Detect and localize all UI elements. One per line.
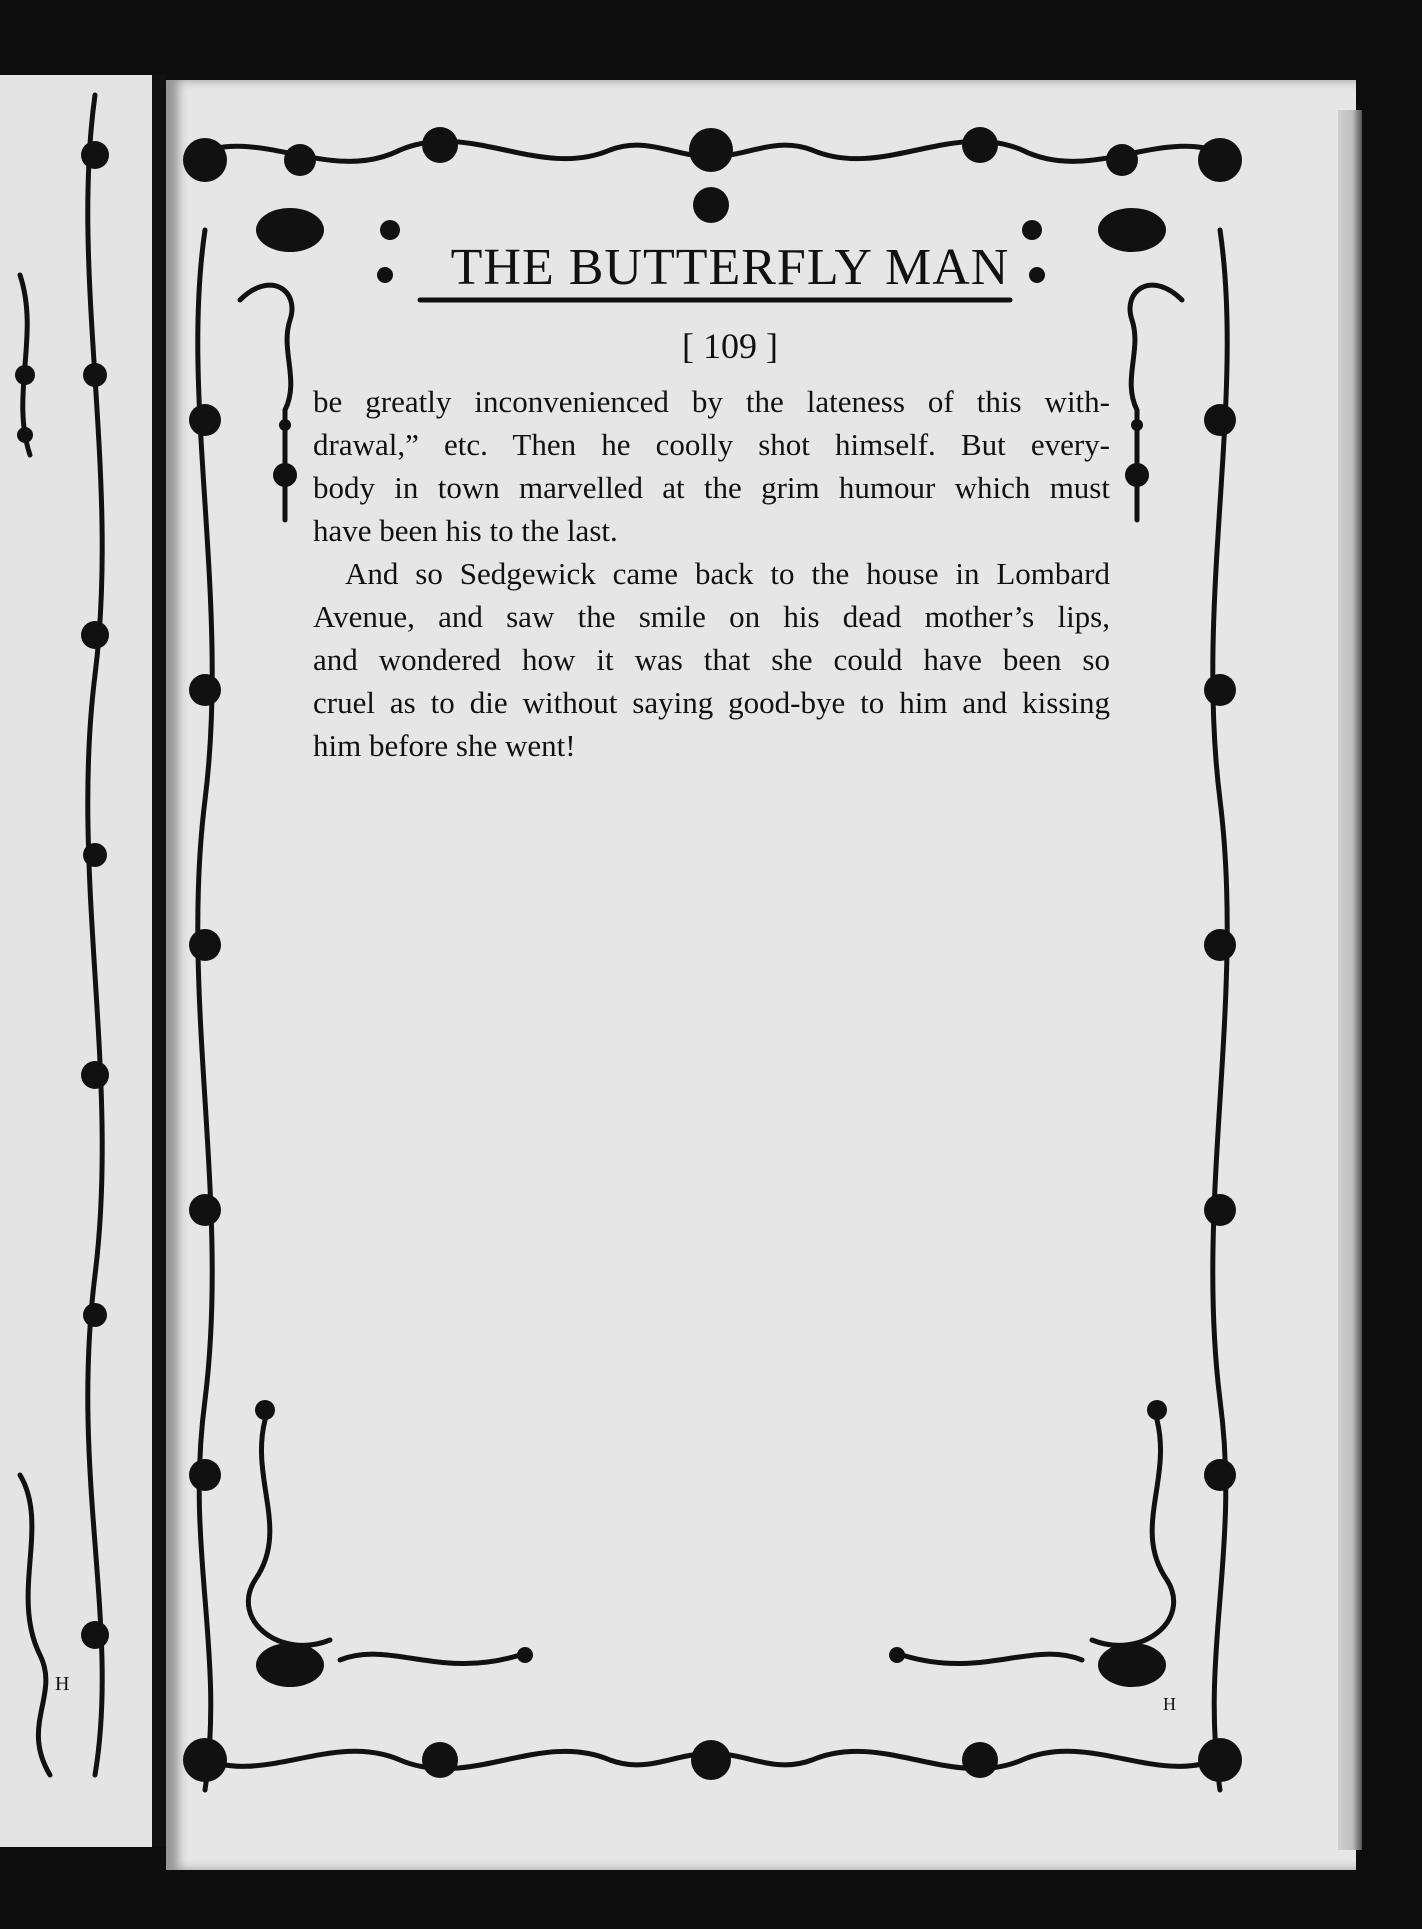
paragraph-2 bbox=[313, 552, 1110, 767]
running-head: THE BUTTERFLY MAN bbox=[450, 239, 1010, 296]
text-line: be greatly inconvenienced by the lateness of this with- bbox=[313, 384, 1110, 419]
text-line: and wondered how it was that she could have been so bbox=[313, 642, 1110, 677]
text-line: drawal,” etc. Then he coolly shot himself. But every- bbox=[313, 427, 1110, 462]
previous-page-monogram: H bbox=[55, 1673, 70, 1695]
text-line: have been his to the last. bbox=[313, 513, 618, 548]
text-line: Avenue, and saw the smile on his dead mother’s lips, bbox=[313, 599, 1110, 634]
border-monogram: H bbox=[1163, 1694, 1176, 1714]
text-line: And so Sedgewick came back to the house in Lombard bbox=[345, 556, 1110, 591]
page-body bbox=[313, 380, 1110, 767]
text-line: body in town marvelled at the grim humour which must bbox=[313, 470, 1110, 505]
paragraph-1 bbox=[313, 380, 1110, 552]
text-line: him before she went! bbox=[313, 728, 576, 763]
text-line: cruel as to die without saying good-bye to him and kissing bbox=[313, 685, 1110, 720]
page-number: [ 109 ] bbox=[682, 326, 778, 366]
